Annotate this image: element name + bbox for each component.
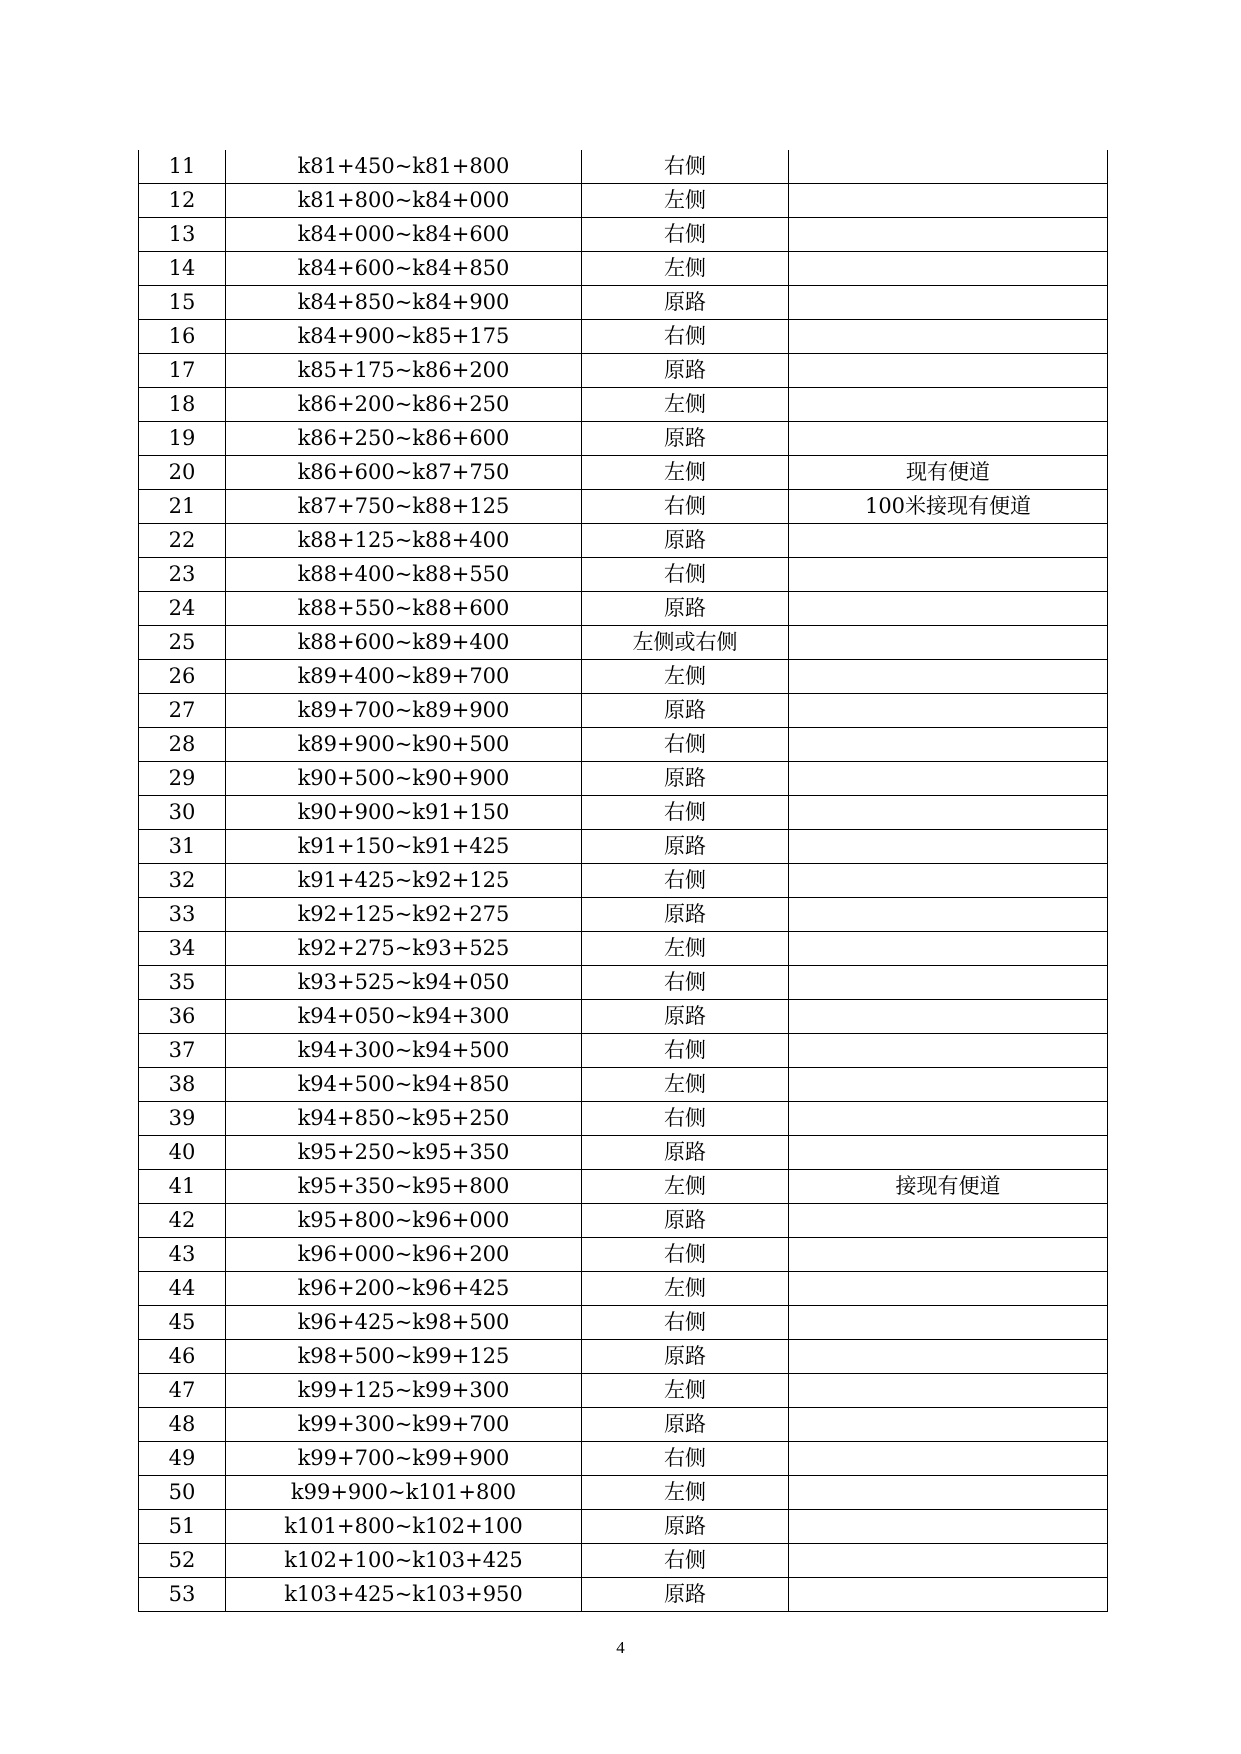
row-number-cell: 34 <box>139 932 226 966</box>
side-cell: 原路 <box>582 286 789 320</box>
row-number-cell: 33 <box>139 898 226 932</box>
table-row <box>139 728 1108 762</box>
table-row <box>139 524 1108 558</box>
row-number-cell: 46 <box>139 1340 226 1374</box>
row-number-cell: 40 <box>139 1136 226 1170</box>
row-number-cell: 38 <box>139 1068 226 1102</box>
table-row <box>139 694 1108 728</box>
row-number-cell: 25 <box>139 626 226 660</box>
page-number: 4 <box>616 1638 625 1657</box>
row-number-cell: 51 <box>139 1510 226 1544</box>
row-number-cell: 50 <box>139 1476 226 1510</box>
side-cell: 原路 <box>582 422 789 456</box>
side-cell: 右侧 <box>582 966 789 1000</box>
row-number-cell: 52 <box>139 1544 226 1578</box>
chainage-range-cell: k92+125~k92+275 <box>226 898 582 932</box>
note-cell <box>789 762 1108 796</box>
chainage-range-cell: k81+450~k81+800 <box>226 150 582 184</box>
table-row <box>139 490 1108 524</box>
table-row <box>139 1000 1108 1034</box>
row-number-cell: 37 <box>139 1034 226 1068</box>
chainage-range-cell: k96+000~k96+200 <box>226 1238 582 1272</box>
table-row <box>139 150 1108 184</box>
row-number-cell: 20 <box>139 456 226 490</box>
side-cell: 原路 <box>582 694 789 728</box>
row-number-cell: 45 <box>139 1306 226 1340</box>
chainage-range-cell: k84+850~k84+900 <box>226 286 582 320</box>
chainage-range-cell: k94+050~k94+300 <box>226 1000 582 1034</box>
note-cell <box>789 966 1108 1000</box>
table-row <box>139 1306 1108 1340</box>
note-cell <box>789 1544 1108 1578</box>
note-cell: 现有便道 <box>789 456 1108 490</box>
row-number-cell: 48 <box>139 1408 226 1442</box>
chainage-range-cell: k91+425~k92+125 <box>226 864 582 898</box>
row-number-cell: 35 <box>139 966 226 1000</box>
note-cell <box>789 1272 1108 1306</box>
note-cell <box>789 150 1108 184</box>
side-cell: 原路 <box>582 1578 789 1612</box>
table-row <box>139 1340 1108 1374</box>
note-cell <box>789 728 1108 762</box>
chainage-range-cell: k95+250~k95+350 <box>226 1136 582 1170</box>
table-row <box>139 932 1108 966</box>
chainage-range-cell: k89+700~k89+900 <box>226 694 582 728</box>
row-number-cell: 43 <box>139 1238 226 1272</box>
chainage-range-cell: k94+850~k95+250 <box>226 1102 582 1136</box>
chainage-range-cell: k88+550~k88+600 <box>226 592 582 626</box>
table-row <box>139 1374 1108 1408</box>
side-cell: 原路 <box>582 1136 789 1170</box>
side-cell: 左侧 <box>582 388 789 422</box>
side-cell: 左侧 <box>582 1068 789 1102</box>
chainage-range-cell: k84+900~k85+175 <box>226 320 582 354</box>
row-number-cell: 17 <box>139 354 226 388</box>
chainage-range-cell: k85+175~k86+200 <box>226 354 582 388</box>
table-row <box>139 184 1108 218</box>
note-cell <box>789 320 1108 354</box>
chainage-range-cell: k93+525~k94+050 <box>226 966 582 1000</box>
side-cell: 左侧 <box>582 660 789 694</box>
side-cell: 原路 <box>582 762 789 796</box>
chainage-range-cell: k92+275~k93+525 <box>226 932 582 966</box>
chainage-range-cell: k87+750~k88+125 <box>226 490 582 524</box>
chainage-range-cell: k96+425~k98+500 <box>226 1306 582 1340</box>
note-cell <box>789 388 1108 422</box>
side-cell: 右侧 <box>582 1034 789 1068</box>
table-row <box>139 864 1108 898</box>
side-cell: 原路 <box>582 524 789 558</box>
side-cell: 左侧 <box>582 252 789 286</box>
row-number-cell: 26 <box>139 660 226 694</box>
side-cell: 原路 <box>582 1340 789 1374</box>
chainage-range-cell: k101+800~k102+100 <box>226 1510 582 1544</box>
side-cell: 左侧或右侧 <box>582 626 789 660</box>
side-cell: 右侧 <box>582 320 789 354</box>
row-number-cell: 23 <box>139 558 226 592</box>
side-cell: 原路 <box>582 592 789 626</box>
table-row <box>139 592 1108 626</box>
table-row <box>139 1544 1108 1578</box>
chainage-range-cell: k89+400~k89+700 <box>226 660 582 694</box>
table-row <box>139 354 1108 388</box>
table-row <box>139 1510 1108 1544</box>
side-cell: 右侧 <box>582 1544 789 1578</box>
chainage-range-cell: k88+400~k88+550 <box>226 558 582 592</box>
chainage-range-cell: k89+900~k90+500 <box>226 728 582 762</box>
row-number-cell: 30 <box>139 796 226 830</box>
note-cell <box>789 1000 1108 1034</box>
chainage-range-cell: k99+700~k99+900 <box>226 1442 582 1476</box>
table-row <box>139 1034 1108 1068</box>
row-number-cell: 12 <box>139 184 226 218</box>
table-row <box>139 1578 1108 1612</box>
table-row <box>139 422 1108 456</box>
side-cell: 原路 <box>582 1510 789 1544</box>
chainage-range-cell: k86+200~k86+250 <box>226 388 582 422</box>
route-table-body <box>139 150 1108 1612</box>
side-cell: 左侧 <box>582 932 789 966</box>
side-cell: 左侧 <box>582 1170 789 1204</box>
row-number-cell: 44 <box>139 1272 226 1306</box>
note-cell <box>789 1102 1108 1136</box>
note-cell <box>789 1578 1108 1612</box>
note-cell <box>789 286 1108 320</box>
chainage-range-cell: k94+500~k94+850 <box>226 1068 582 1102</box>
table-row <box>139 796 1108 830</box>
chainage-range-cell: k91+150~k91+425 <box>226 830 582 864</box>
side-cell: 左侧 <box>582 1374 789 1408</box>
note-cell <box>789 1068 1108 1102</box>
side-cell: 原路 <box>582 830 789 864</box>
note-cell <box>789 1510 1108 1544</box>
note-cell <box>789 1136 1108 1170</box>
side-cell: 左侧 <box>582 456 789 490</box>
note-cell <box>789 524 1108 558</box>
chainage-range-cell: k90+500~k90+900 <box>226 762 582 796</box>
table-row <box>139 1442 1108 1476</box>
chainage-range-cell: k81+800~k84+000 <box>226 184 582 218</box>
note-cell <box>789 592 1108 626</box>
note-cell <box>789 354 1108 388</box>
row-number-cell: 19 <box>139 422 226 456</box>
chainage-range-cell: k99+300~k99+700 <box>226 1408 582 1442</box>
row-number-cell: 21 <box>139 490 226 524</box>
side-cell: 右侧 <box>582 796 789 830</box>
note-cell <box>789 626 1108 660</box>
side-cell: 右侧 <box>582 218 789 252</box>
row-number-cell: 15 <box>139 286 226 320</box>
chainage-range-cell: k99+900~k101+800 <box>226 1476 582 1510</box>
chainage-range-cell: k88+600~k89+400 <box>226 626 582 660</box>
table-row <box>139 1136 1108 1170</box>
table-row <box>139 1476 1108 1510</box>
table-row <box>139 1170 1108 1204</box>
table-row <box>139 1272 1108 1306</box>
note-cell <box>789 184 1108 218</box>
chainage-range-cell: k103+425~k103+950 <box>226 1578 582 1612</box>
table-row <box>139 762 1108 796</box>
row-number-cell: 18 <box>139 388 226 422</box>
note-cell <box>789 898 1108 932</box>
side-cell: 右侧 <box>582 864 789 898</box>
note-cell <box>789 864 1108 898</box>
table-row <box>139 456 1108 490</box>
side-cell: 左侧 <box>582 1476 789 1510</box>
side-cell: 左侧 <box>582 1272 789 1306</box>
table-row <box>139 1204 1108 1238</box>
row-number-cell: 42 <box>139 1204 226 1238</box>
side-cell: 右侧 <box>582 1238 789 1272</box>
chainage-range-cell: k86+250~k86+600 <box>226 422 582 456</box>
row-number-cell: 41 <box>139 1170 226 1204</box>
table-row <box>139 966 1108 1000</box>
note-cell <box>789 1340 1108 1374</box>
chainage-range-cell: k102+100~k103+425 <box>226 1544 582 1578</box>
row-number-cell: 32 <box>139 864 226 898</box>
side-cell: 右侧 <box>582 728 789 762</box>
note-cell <box>789 1408 1108 1442</box>
note-cell <box>789 422 1108 456</box>
side-cell: 右侧 <box>582 1102 789 1136</box>
note-cell <box>789 558 1108 592</box>
note-cell <box>789 796 1108 830</box>
row-number-cell: 14 <box>139 252 226 286</box>
note-cell <box>789 830 1108 864</box>
note-cell <box>789 252 1108 286</box>
table-row <box>139 898 1108 932</box>
side-cell: 原路 <box>582 1000 789 1034</box>
table-row <box>139 626 1108 660</box>
side-cell: 左侧 <box>582 184 789 218</box>
row-number-cell: 24 <box>139 592 226 626</box>
row-number-cell: 39 <box>139 1102 226 1136</box>
chainage-range-cell: k95+800~k96+000 <box>226 1204 582 1238</box>
side-cell: 原路 <box>582 1408 789 1442</box>
chainage-range-cell: k88+125~k88+400 <box>226 524 582 558</box>
note-cell: 100米接现有便道 <box>789 490 1108 524</box>
chainage-range-cell: k96+200~k96+425 <box>226 1272 582 1306</box>
chainage-range-cell: k95+350~k95+800 <box>226 1170 582 1204</box>
row-number-cell: 53 <box>139 1578 226 1612</box>
row-number-cell: 28 <box>139 728 226 762</box>
row-number-cell: 16 <box>139 320 226 354</box>
chainage-range-cell: k90+900~k91+150 <box>226 796 582 830</box>
row-number-cell: 13 <box>139 218 226 252</box>
side-cell: 右侧 <box>582 1442 789 1476</box>
row-number-cell: 27 <box>139 694 226 728</box>
side-cell: 原路 <box>582 1204 789 1238</box>
table-row <box>139 830 1108 864</box>
table-row <box>139 660 1108 694</box>
table-row <box>139 252 1108 286</box>
table-row <box>139 1102 1108 1136</box>
table-row <box>139 320 1108 354</box>
row-number-cell: 47 <box>139 1374 226 1408</box>
note-cell: 接现有便道 <box>789 1170 1108 1204</box>
table-row <box>139 1408 1108 1442</box>
table-row <box>139 286 1108 320</box>
side-cell: 原路 <box>582 898 789 932</box>
chainage-range-cell: k84+000~k84+600 <box>226 218 582 252</box>
row-number-cell: 36 <box>139 1000 226 1034</box>
note-cell <box>789 1374 1108 1408</box>
side-cell: 原路 <box>582 354 789 388</box>
route-table <box>138 150 1108 1612</box>
chainage-range-cell: k86+600~k87+750 <box>226 456 582 490</box>
table-row <box>139 558 1108 592</box>
note-cell <box>789 660 1108 694</box>
side-cell: 右侧 <box>582 150 789 184</box>
side-cell: 右侧 <box>582 1306 789 1340</box>
table-row <box>139 1238 1108 1272</box>
chainage-range-cell: k99+125~k99+300 <box>226 1374 582 1408</box>
note-cell <box>789 1306 1108 1340</box>
row-number-cell: 22 <box>139 524 226 558</box>
note-cell <box>789 1204 1108 1238</box>
row-number-cell: 11 <box>139 150 226 184</box>
side-cell: 右侧 <box>582 490 789 524</box>
note-cell <box>789 932 1108 966</box>
note-cell <box>789 1034 1108 1068</box>
note-cell <box>789 1476 1108 1510</box>
table-row <box>139 388 1108 422</box>
chainage-range-cell: k94+300~k94+500 <box>226 1034 582 1068</box>
row-number-cell: 31 <box>139 830 226 864</box>
note-cell <box>789 694 1108 728</box>
row-number-cell: 49 <box>139 1442 226 1476</box>
table-row <box>139 218 1108 252</box>
row-number-cell: 29 <box>139 762 226 796</box>
chainage-range-cell: k84+600~k84+850 <box>226 252 582 286</box>
chainage-range-cell: k98+500~k99+125 <box>226 1340 582 1374</box>
note-cell <box>789 218 1108 252</box>
note-cell <box>789 1238 1108 1272</box>
table-row <box>139 1068 1108 1102</box>
note-cell <box>789 1442 1108 1476</box>
side-cell: 右侧 <box>582 558 789 592</box>
